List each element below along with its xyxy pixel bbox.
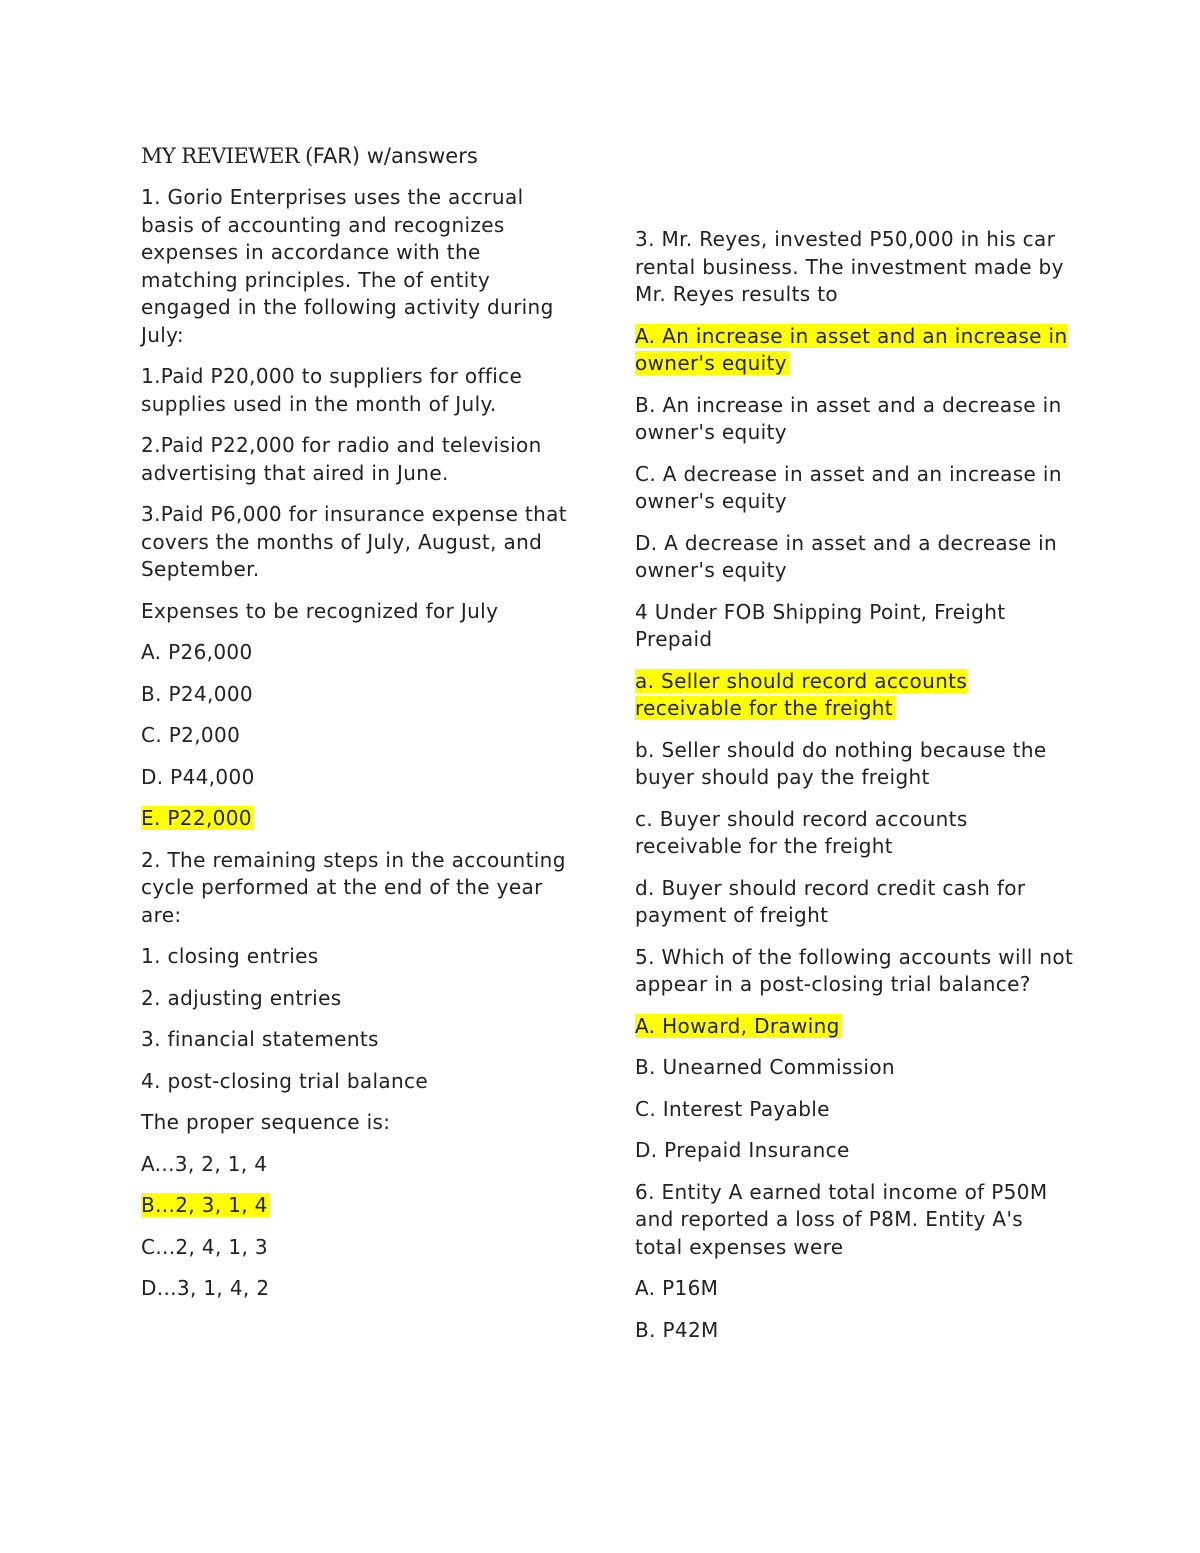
paragraph-text: Expenses to be recognized for July bbox=[141, 598, 499, 623]
answer-paragraph bbox=[141, 1192, 581, 1220]
paragraph bbox=[141, 184, 581, 349]
paragraph bbox=[635, 875, 1075, 930]
document-title bbox=[141, 141, 478, 171]
paragraph bbox=[141, 681, 581, 709]
paragraph bbox=[141, 985, 581, 1013]
paragraph bbox=[141, 1068, 581, 1096]
highlighted-answer-text: a. Seller should record accounts receivable for the freight bbox=[635, 668, 968, 720]
paragraph bbox=[141, 1234, 581, 1262]
paragraph-text: A...3, 2, 1, 4 bbox=[141, 1151, 268, 1176]
paragraph-text: C. P2,000 bbox=[141, 723, 241, 747]
paragraph bbox=[635, 599, 1075, 654]
paragraph-text: 1.Paid P20,000 to suppliers for office supplies used in the month of July. bbox=[141, 364, 523, 416]
paragraph-text: D. P44,000 bbox=[141, 764, 255, 789]
paragraph-text: d. Buyer should record credit cash for payment of freight bbox=[635, 875, 1026, 927]
answer-paragraph bbox=[141, 805, 581, 833]
paragraph-text: c. Buyer should record accounts receivable for the freight bbox=[635, 806, 968, 858]
paragraph bbox=[141, 722, 581, 750]
paragraph-text: 3. Mr. Reyes, invested P50,000 in his car rental business. The investment made by Mr. Reyes results to bbox=[635, 227, 1064, 306]
paragraph-text: 1. closing entries bbox=[141, 944, 319, 968]
paragraph-text: B. Unearned Commission bbox=[635, 1055, 895, 1079]
title-sans-part: FAR) w/answers bbox=[312, 144, 478, 168]
paragraph-text: D...3, 1, 4, 2 bbox=[141, 1276, 270, 1300]
paragraph-text: 3.Paid P6,000 for insurance expense that covers the months of July, August, and September. bbox=[141, 502, 567, 581]
paragraph bbox=[635, 737, 1075, 792]
paragraph-text: 4 Under FOB Shipping Point, Freight Prepaid bbox=[635, 599, 1006, 651]
left-column bbox=[141, 184, 581, 1317]
paragraph-text: B. P42M bbox=[635, 1317, 719, 1342]
paragraph bbox=[141, 764, 581, 792]
paragraph bbox=[141, 639, 581, 667]
paragraph-text: C. A decrease in asset and an increase in owner's equity bbox=[635, 461, 1062, 513]
paragraph-text: D. Prepaid Insurance bbox=[635, 1138, 850, 1162]
paragraph-text: 5. Which of the following accounts will not appear in a post-closing trial balance? bbox=[635, 944, 1074, 996]
paragraph bbox=[635, 806, 1075, 861]
paragraph-text: A. P26,000 bbox=[141, 640, 253, 664]
paragraph bbox=[635, 944, 1075, 999]
paragraph bbox=[141, 1109, 581, 1137]
paragraph-text: 6. Entity A earned total income of P50M and reported a loss of P8M. Entity A's total expenses were bbox=[635, 1179, 1048, 1259]
paragraph bbox=[635, 1096, 1075, 1124]
answer-paragraph bbox=[635, 668, 1075, 723]
paragraph bbox=[635, 1054, 1075, 1082]
paragraph bbox=[635, 226, 1075, 309]
paragraph-text: b. Seller should do nothing because the buyer should pay the freight bbox=[635, 737, 1047, 789]
paragraph bbox=[141, 847, 581, 930]
paragraph-text: 4. post-closing trial balance bbox=[141, 1068, 429, 1093]
highlighted-answer-text: A. An increase in asset and an increase in owner's equity bbox=[635, 323, 1068, 375]
paragraph bbox=[635, 392, 1075, 447]
highlighted-answer-text: A. Howard, Drawing bbox=[635, 1013, 840, 1038]
paragraph bbox=[141, 432, 581, 487]
paragraph-text: C. Interest Payable bbox=[635, 1096, 830, 1121]
paragraph bbox=[141, 501, 581, 584]
paragraph-text: 2. The remaining steps in the accounting cycle performed at the end of the year are: bbox=[141, 847, 566, 927]
paragraph bbox=[635, 1275, 1075, 1303]
answer-paragraph bbox=[635, 323, 1075, 378]
paragraph bbox=[141, 1275, 581, 1303]
paragraph-text: 2. adjusting entries bbox=[141, 985, 342, 1010]
paragraph bbox=[635, 1179, 1075, 1262]
paragraph bbox=[635, 1137, 1075, 1165]
paragraph-text: 1. Gorio Enterprises uses the accrual basis of accounting and recognizes expenses in accordance with the matching principles. The of entity engaged in the following activity during July: bbox=[141, 185, 554, 347]
paragraph-text: The proper sequence is: bbox=[141, 1110, 391, 1134]
answer-paragraph bbox=[635, 1013, 1075, 1041]
paragraph-text: D. A decrease in asset and a decrease in owner's equity bbox=[635, 530, 1058, 582]
paragraph bbox=[635, 461, 1075, 516]
highlighted-answer-text: B...2, 3, 1, 4 bbox=[141, 1193, 268, 1217]
highlighted-answer-text: E. P22,000 bbox=[141, 806, 252, 830]
paragraph bbox=[141, 1151, 581, 1179]
paragraph bbox=[141, 598, 581, 626]
paragraph-text: 3. financial statements bbox=[141, 1027, 379, 1051]
right-column bbox=[635, 226, 1075, 1358]
title-serif-part: MY REVIEWER ( bbox=[141, 144, 313, 168]
paragraph bbox=[141, 363, 581, 418]
paragraph-text: A. P16M bbox=[635, 1276, 719, 1300]
paragraph-text: 2.Paid P22,000 for radio and television advertising that aired in June. bbox=[141, 433, 542, 485]
paragraph bbox=[141, 943, 581, 971]
paragraph bbox=[141, 1026, 581, 1054]
paragraph-text: B. An increase in asset and a decrease in owner's equity bbox=[635, 392, 1062, 444]
paragraph bbox=[635, 530, 1075, 585]
paragraph-text: B. P24,000 bbox=[141, 681, 253, 706]
paragraph-text: C...2, 4, 1, 3 bbox=[141, 1234, 268, 1259]
paragraph bbox=[635, 1317, 1075, 1345]
